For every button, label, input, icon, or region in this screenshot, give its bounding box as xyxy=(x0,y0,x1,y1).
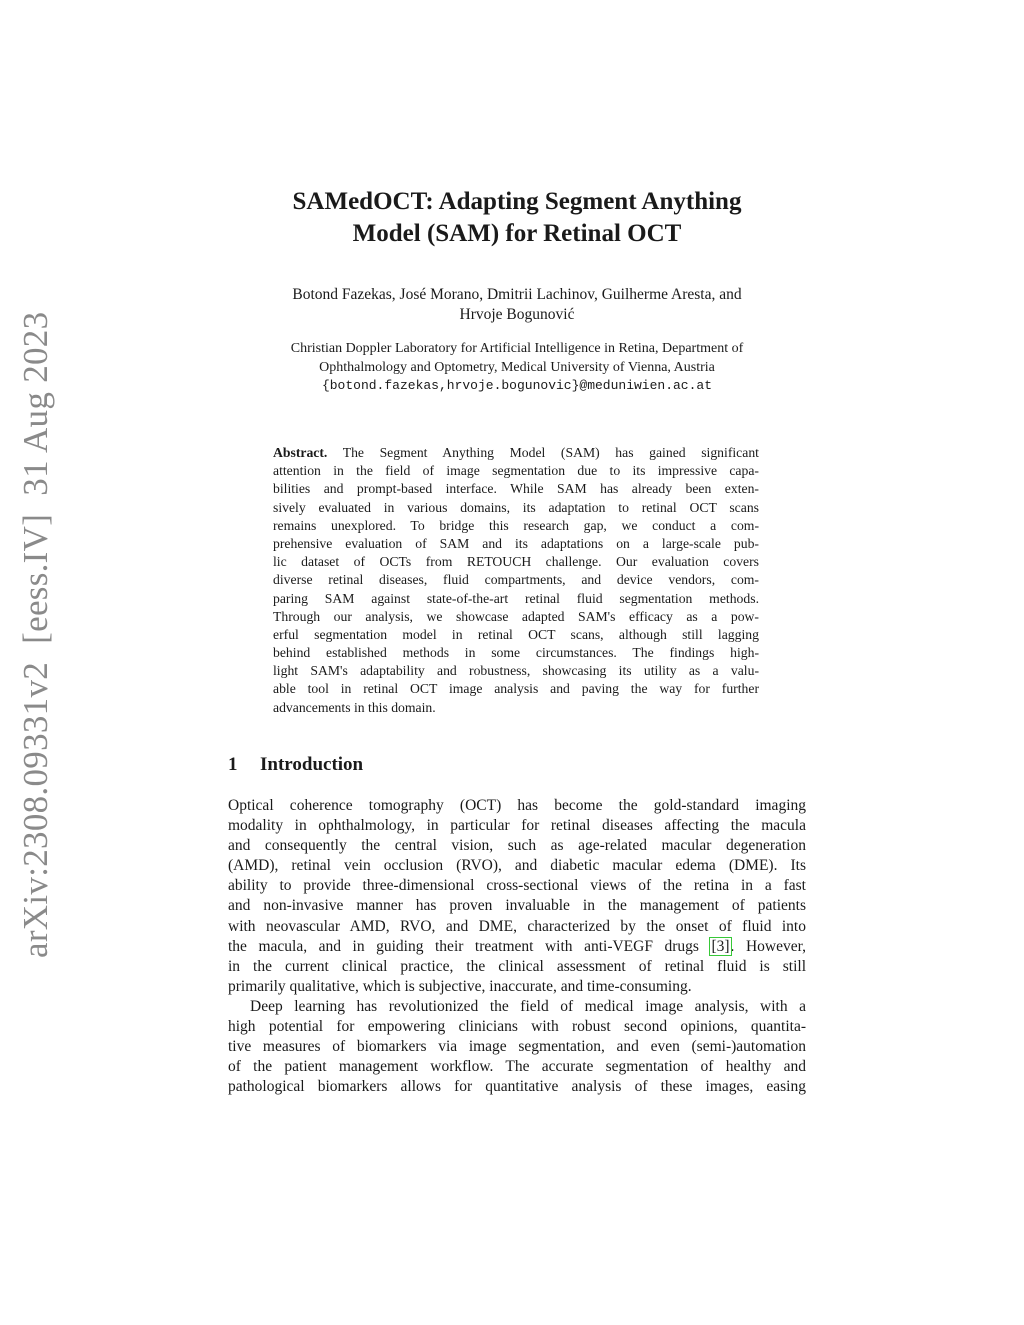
abstract-line: behind established methods in some circumstances. The findings high- xyxy=(273,645,759,661)
paragraph-line: (AMD), retinal vein occlusion (RVO), and diabetic macular edema (DME). Its xyxy=(228,857,806,875)
author-line: Botond Fazekas, José Morano, Dmitrii Lachinov, Guilherme Aresta, and xyxy=(292,286,742,303)
paragraph-line: tive measures of biomarkers via image segmentation, and even (semi-)automation xyxy=(228,1038,806,1056)
paragraph-line xyxy=(228,937,806,957)
author-line: Hrvoje Bogunović xyxy=(459,306,575,323)
abstract-line xyxy=(273,444,759,462)
paragraph-line: Deep learning has revolutionized the field of medical image analysis, with a xyxy=(250,997,806,1015)
cite-line-after: . However, xyxy=(730,937,807,955)
abstract-line: lic dataset of OCTs from RETOUCH challenge. Our evaluation covers xyxy=(273,554,759,570)
cite-line-before: the macula, and in guiding their treatment with anti-VEGF drugs xyxy=(228,937,711,955)
paragraph-line: in the current clinical practice, the clinical assessment of retinal fluid is still xyxy=(228,957,806,975)
section-title: Introduction xyxy=(260,754,364,775)
abstract-line: light SAM's adaptability and robustness, showcasing its utility as a valu- xyxy=(273,663,759,679)
abstract-line: Through our analysis, we showcase adapted SAM's efficacy as a pow- xyxy=(273,608,759,624)
title-line: SAMedOCT: Adapting Segment Anything xyxy=(292,188,742,215)
paragraph-line: primarily qualitative, which is subjective, inaccurate, and time-consuming. xyxy=(228,977,692,995)
paragraph-line: high potential for empowering clinicians with robust second opinions, quantita- xyxy=(228,1018,806,1036)
paragraph-line: modality in ophthalmology, in particular for retinal diseases affecting the macula xyxy=(228,817,806,835)
paragraph-line: ability to provide three-dimensional cross-sectional views of the retina in a fast xyxy=(228,877,806,895)
abstract-line: able tool in retinal OCT image analysis and paving the way for further xyxy=(273,681,759,697)
paragraph-line: pathological biomarkers allows for quantitative analysis of these images, easing xyxy=(228,1078,806,1096)
abstract-line: prehensive evaluation of SAM and its adaptations on a large-scale pub- xyxy=(273,535,759,551)
arxiv-identifier: arXiv:2308.09331v2 [eess.IV] 31 Aug 2023 xyxy=(16,311,55,958)
citation-link[interactable]: [3] xyxy=(711,937,730,955)
author-list xyxy=(228,285,806,325)
paragraph-line: and consequently the central vision, such as age-related macular degeneration xyxy=(228,837,806,855)
affiliation xyxy=(228,340,806,396)
abstract-line: paring SAM against state-of-the-art retinal fluid segmentation methods. xyxy=(273,590,759,606)
paper-title xyxy=(228,186,806,250)
paragraph-line: Optical coherence tomography (OCT) has become the gold-standard imaging xyxy=(228,797,806,814)
abstract-line: erful segmentation model in retinal OCT scans, although still lagging xyxy=(273,626,759,642)
affiliation-line: Ophthalmology and Optometry, Medical University of Vienna, Austria xyxy=(319,359,715,375)
abstract-line: attention in the field of image segmentation due to its impressive capa- xyxy=(273,463,759,479)
title-line: Model (SAM) for Retinal OCT xyxy=(352,220,682,247)
section-number: 1 xyxy=(228,754,238,775)
paragraph-line: and non-invasive manner has proven invaluable in the management of patients xyxy=(228,897,806,915)
affiliation-line: Christian Doppler Laboratory for Artificial Intelligence in Retina, Department of xyxy=(290,341,744,356)
abstract-line: sively evaluated in various domains, its adaptation to retinal OCT scans xyxy=(273,499,759,515)
paragraph-line: of the patient management workflow. The accurate segmentation of healthy and xyxy=(228,1058,806,1076)
author-email: {botond.fazekas,hrvoje.bogunovic}@meduniwien.ac.at xyxy=(321,378,713,393)
abstract-label: Abstract. xyxy=(273,445,328,460)
introduction-body xyxy=(228,796,806,1097)
abstract-line: remains unexplored. To bridge this research gap, we conduct a com- xyxy=(273,517,759,533)
paragraph-line: with neovascular AMD, RVO, and DME, characterized by the onset of fluid into xyxy=(228,917,806,935)
abstract-line: bilities and prompt-based interface. While SAM has already been exten- xyxy=(273,481,759,497)
abstract-text: The Segment Anything Model (SAM) has gained significant xyxy=(342,445,759,460)
abstract-line: advancements in this domain. xyxy=(273,699,436,715)
abstract xyxy=(273,444,759,717)
abstract-line: diverse retinal diseases, fluid compartments, and device vendors, com- xyxy=(273,572,759,588)
section-heading xyxy=(228,752,363,778)
